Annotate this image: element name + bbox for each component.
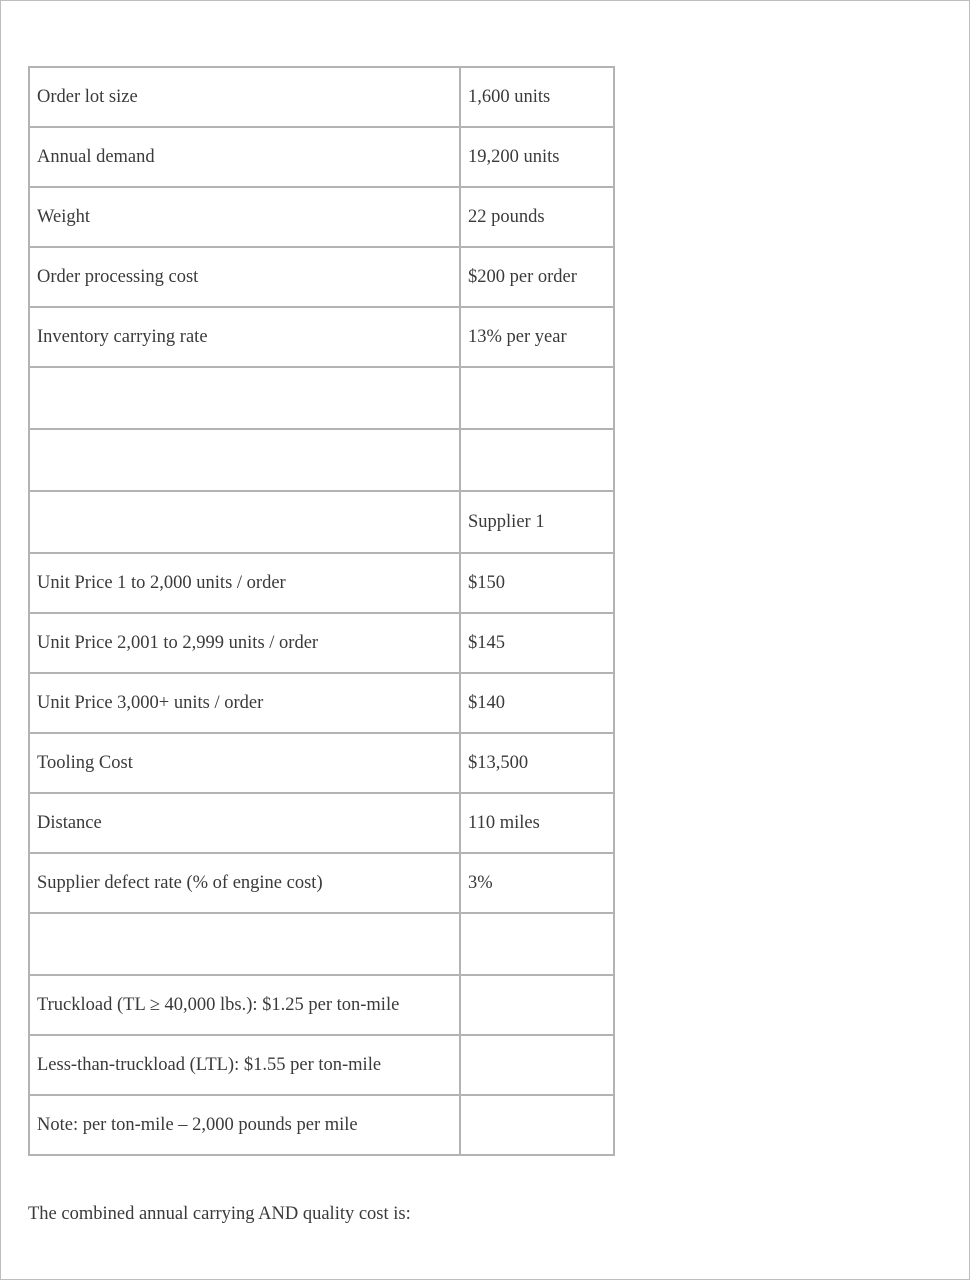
table-row: [29, 67, 614, 127]
table-row: [29, 429, 614, 491]
row-value: [460, 913, 614, 975]
table-row: [29, 673, 614, 733]
row-label: [29, 429, 460, 491]
table-row: [29, 1095, 614, 1155]
question-text: The combined annual carrying AND quality cost is:: [28, 1204, 411, 1224]
table-row: [29, 307, 614, 367]
row-value: $150: [460, 553, 614, 613]
row-label: Note: per ton-mile – 2,000 pounds per mile: [29, 1095, 460, 1155]
table-row: [29, 1035, 614, 1095]
row-label: Order lot size: [29, 67, 460, 127]
row-value: 3%: [460, 853, 614, 913]
row-label: Unit Price 1 to 2,000 units / order: [29, 553, 460, 613]
row-label: [29, 913, 460, 975]
row-value: $145: [460, 613, 614, 673]
row-label: Unit Price 2,001 to 2,999 units / order: [29, 613, 460, 673]
row-value: 13% per year: [460, 307, 614, 367]
table-row: [29, 975, 614, 1035]
row-label: [29, 491, 460, 553]
table-row: [29, 853, 614, 913]
table-row: [29, 367, 614, 429]
row-value: [460, 367, 614, 429]
row-value: 110 miles: [460, 793, 614, 853]
table-row: [29, 247, 614, 307]
row-value: 22 pounds: [460, 187, 614, 247]
row-label: Weight: [29, 187, 460, 247]
row-label: [29, 367, 460, 429]
row-label: Truckload (TL ≥ 40,000 lbs.): $1.25 per ton-mile: [29, 975, 460, 1035]
table-row: [29, 733, 614, 793]
row-value: $13,500: [460, 733, 614, 793]
row-label: Supplier defect rate (% of engine cost): [29, 853, 460, 913]
row-value: [460, 429, 614, 491]
row-value: $200 per order: [460, 247, 614, 307]
table-row: [29, 491, 614, 553]
supplier-header: Supplier 1: [460, 491, 614, 553]
table-row: [29, 127, 614, 187]
row-label: Inventory carrying rate: [29, 307, 460, 367]
row-value: $140: [460, 673, 614, 733]
table-row: [29, 913, 614, 975]
row-value: 19,200 units: [460, 127, 614, 187]
row-value: [460, 1095, 614, 1155]
row-label: Annual demand: [29, 127, 460, 187]
row-label: Less-than-truckload (LTL): $1.55 per ton-mile: [29, 1035, 460, 1095]
table-row: [29, 187, 614, 247]
row-value: [460, 1035, 614, 1095]
data-table: [28, 66, 615, 1156]
row-value: [460, 975, 614, 1035]
row-label: Unit Price 3,000+ units / order: [29, 673, 460, 733]
table-row: [29, 613, 614, 673]
row-label: Tooling Cost: [29, 733, 460, 793]
table-row: [29, 553, 614, 613]
table-row: [29, 793, 614, 853]
row-value: 1,600 units: [460, 67, 614, 127]
row-label: Distance: [29, 793, 460, 853]
row-label: Order processing cost: [29, 247, 460, 307]
